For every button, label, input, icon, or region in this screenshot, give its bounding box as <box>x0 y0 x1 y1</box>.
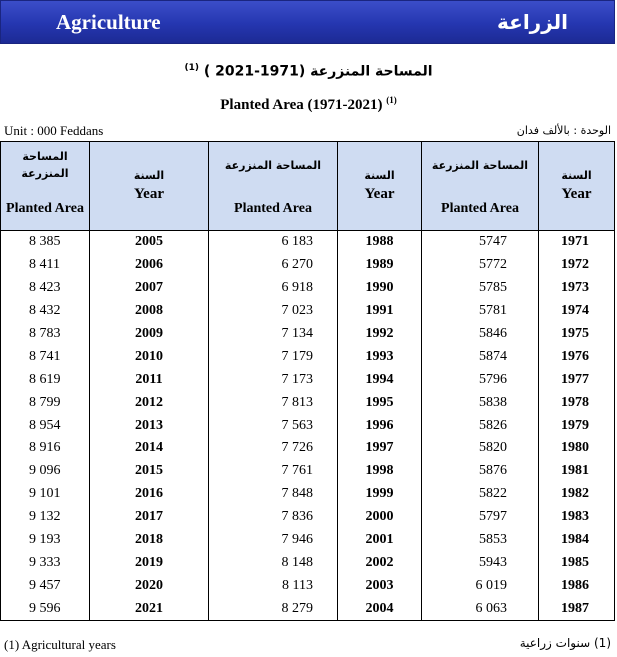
col-header-year-ar: السنة <box>133 169 165 182</box>
cell-year: 2021 <box>90 597 209 620</box>
cell-year: 1981 <box>539 460 615 483</box>
cell-year: 1982 <box>539 483 615 506</box>
cell-year: 2014 <box>90 437 209 460</box>
table-title-en <box>0 95 617 114</box>
cell-year: 1984 <box>539 529 615 552</box>
cell-planted-area: 7 563 <box>209 414 338 437</box>
cell-year: 2008 <box>90 300 209 323</box>
cell-planted-area: 5781 <box>422 300 539 323</box>
cell-year: 2019 <box>90 551 209 574</box>
cell-planted-area: 6 183 <box>209 231 338 254</box>
cell-planted-area: 6 063 <box>422 597 539 620</box>
table-title-ar <box>0 63 617 80</box>
cell-planted-area: 7 023 <box>209 300 338 323</box>
col-header-area-ar: المساحة المنزرعة <box>1 142 90 189</box>
table-row <box>1 391 615 414</box>
cell-year: 2017 <box>90 506 209 529</box>
cell-planted-area: 5822 <box>422 483 539 506</box>
cell-year: 1979 <box>539 414 615 437</box>
table-row <box>1 551 615 574</box>
cell-planted-area: 6 918 <box>209 277 338 300</box>
col-header-year <box>338 142 422 231</box>
cell-year: 1990 <box>338 277 422 300</box>
cell-planted-area: 8 279 <box>209 597 338 620</box>
table-row <box>1 277 615 300</box>
cell-year: 1987 <box>539 597 615 620</box>
cell-year: 1998 <box>338 460 422 483</box>
cell-planted-area: 8 411 <box>1 254 90 277</box>
cell-planted-area: 7 726 <box>209 437 338 460</box>
table-row <box>1 368 615 391</box>
col-header-year <box>90 142 209 231</box>
cell-planted-area: 8 619 <box>1 368 90 391</box>
col-header-area-en: Planted Area <box>209 188 338 231</box>
footnote-en: (1) Agricultural years <box>4 637 116 652</box>
cell-planted-area: 6 019 <box>422 574 539 597</box>
footnote-ar: (1) سنوات زراعية <box>519 636 611 650</box>
col-header-year-en: Year <box>561 186 592 202</box>
cell-planted-area: 5785 <box>422 277 539 300</box>
cell-planted-area: 8 113 <box>209 574 338 597</box>
cell-year: 2000 <box>338 506 422 529</box>
cell-year: 1972 <box>539 254 615 277</box>
col-header-year-ar: السنة <box>364 169 395 182</box>
cell-planted-area: 7 761 <box>209 460 338 483</box>
table-row <box>1 300 615 323</box>
cell-planted-area: 8 783 <box>1 323 90 346</box>
cell-year: 1991 <box>338 300 422 323</box>
cell-planted-area: 8 385 <box>1 231 90 254</box>
cell-year: 2010 <box>90 345 209 368</box>
cell-planted-area: 5846 <box>422 323 539 346</box>
table-row <box>1 483 615 506</box>
section-title-en: Agriculture <box>56 10 161 34</box>
col-header-area-en: Planted Area <box>1 188 90 231</box>
cell-year: 1983 <box>539 506 615 529</box>
table-row <box>1 597 615 620</box>
cell-year: 1988 <box>338 231 422 254</box>
cell-year: 1999 <box>338 483 422 506</box>
cell-planted-area: 5826 <box>422 414 539 437</box>
cell-planted-area: 5772 <box>422 254 539 277</box>
cell-planted-area: 9 457 <box>1 574 90 597</box>
cell-year: 2013 <box>90 414 209 437</box>
cell-year: 2004 <box>338 597 422 620</box>
cell-year: 2005 <box>90 231 209 254</box>
cell-year: 1997 <box>338 437 422 460</box>
cell-planted-area: 7 848 <box>209 483 338 506</box>
cell-planted-area: 8 916 <box>1 437 90 460</box>
section-banner <box>0 0 615 44</box>
cell-planted-area: 5796 <box>422 368 539 391</box>
unit-label-en: Unit : 000 Feddans <box>4 123 104 138</box>
cell-year: 1973 <box>539 277 615 300</box>
cell-planted-area: 8 148 <box>209 551 338 574</box>
table-row <box>1 529 615 552</box>
col-header-area-ar: المساحة المنزرعة <box>209 142 338 189</box>
cell-planted-area: 9 193 <box>1 529 90 552</box>
cell-year: 1971 <box>539 231 615 254</box>
col-header-year <box>539 142 615 231</box>
col-header-area-en: Planted Area <box>422 188 539 231</box>
cell-year: 1996 <box>338 414 422 437</box>
cell-year: 2007 <box>90 277 209 300</box>
cell-planted-area: 9 333 <box>1 551 90 574</box>
table-row <box>1 460 615 483</box>
cell-planted-area: 6 270 <box>209 254 338 277</box>
cell-year: 2011 <box>90 368 209 391</box>
cell-year: 1978 <box>539 391 615 414</box>
section-title-ar: الزراعة <box>497 10 568 34</box>
cell-planted-area: 5797 <box>422 506 539 529</box>
cell-year: 2015 <box>90 460 209 483</box>
cell-planted-area: 5820 <box>422 437 539 460</box>
cell-planted-area: 7 813 <box>209 391 338 414</box>
cell-planted-area: 9 096 <box>1 460 90 483</box>
cell-year: 1994 <box>338 368 422 391</box>
cell-year: 2012 <box>90 391 209 414</box>
cell-year: 2006 <box>90 254 209 277</box>
cell-planted-area: 7 946 <box>209 529 338 552</box>
table-row <box>1 323 615 346</box>
cell-planted-area: 9 132 <box>1 506 90 529</box>
cell-planted-area: 8 432 <box>1 300 90 323</box>
table-row <box>1 231 615 254</box>
cell-year: 1975 <box>539 323 615 346</box>
table-row <box>1 437 615 460</box>
table-row <box>1 345 615 368</box>
cell-year: 1989 <box>338 254 422 277</box>
cell-planted-area: 5876 <box>422 460 539 483</box>
cell-year: 1995 <box>338 391 422 414</box>
cell-planted-area: 8 799 <box>1 391 90 414</box>
cell-year: 2001 <box>338 529 422 552</box>
unit-label-ar: الوحدة : بالألف فدان <box>516 124 611 137</box>
planted-area-table <box>0 141 615 621</box>
cell-year: 2020 <box>90 574 209 597</box>
cell-year: 2018 <box>90 529 209 552</box>
col-header-year-en: Year <box>134 186 164 202</box>
cell-year: 1977 <box>539 368 615 391</box>
cell-year: 2016 <box>90 483 209 506</box>
cell-planted-area: 7 173 <box>209 368 338 391</box>
cell-planted-area: 5838 <box>422 391 539 414</box>
cell-year: 1992 <box>338 323 422 346</box>
cell-year: 1985 <box>539 551 615 574</box>
cell-year: 2003 <box>338 574 422 597</box>
table-row <box>1 414 615 437</box>
cell-year: 2002 <box>338 551 422 574</box>
cell-planted-area: 9 101 <box>1 483 90 506</box>
cell-planted-area: 7 179 <box>209 345 338 368</box>
cell-planted-area: 9 596 <box>1 597 90 620</box>
cell-planted-area: 5874 <box>422 345 539 368</box>
cell-planted-area: 8 423 <box>1 277 90 300</box>
table-title-en-note: (1) <box>386 95 397 105</box>
cell-planted-area: 8 741 <box>1 345 90 368</box>
col-header-year-en: Year <box>364 186 395 202</box>
table-row <box>1 506 615 529</box>
cell-planted-area: 5943 <box>422 551 539 574</box>
col-header-area-ar: المساحة المنزرعة <box>422 142 539 189</box>
table-row <box>1 574 615 597</box>
cell-planted-area: 7 134 <box>209 323 338 346</box>
cell-planted-area: 7 836 <box>209 506 338 529</box>
cell-year: 1974 <box>539 300 615 323</box>
cell-planted-area: 5853 <box>422 529 539 552</box>
col-header-year-ar: السنة <box>561 169 592 182</box>
cell-planted-area: 8 954 <box>1 414 90 437</box>
table-title-ar-note: (1) <box>184 63 199 73</box>
cell-year: 1980 <box>539 437 615 460</box>
cell-year: 1993 <box>338 345 422 368</box>
table-title-en-text: Planted Area (1971-2021) <box>220 97 383 113</box>
cell-year: 1986 <box>539 574 615 597</box>
cell-planted-area: 5747 <box>422 231 539 254</box>
table-title-ar-text: المساحة المنزرعة (1971-2021 ) <box>203 63 433 80</box>
table-row <box>1 254 615 277</box>
cell-year: 1976 <box>539 345 615 368</box>
cell-year: 2009 <box>90 323 209 346</box>
